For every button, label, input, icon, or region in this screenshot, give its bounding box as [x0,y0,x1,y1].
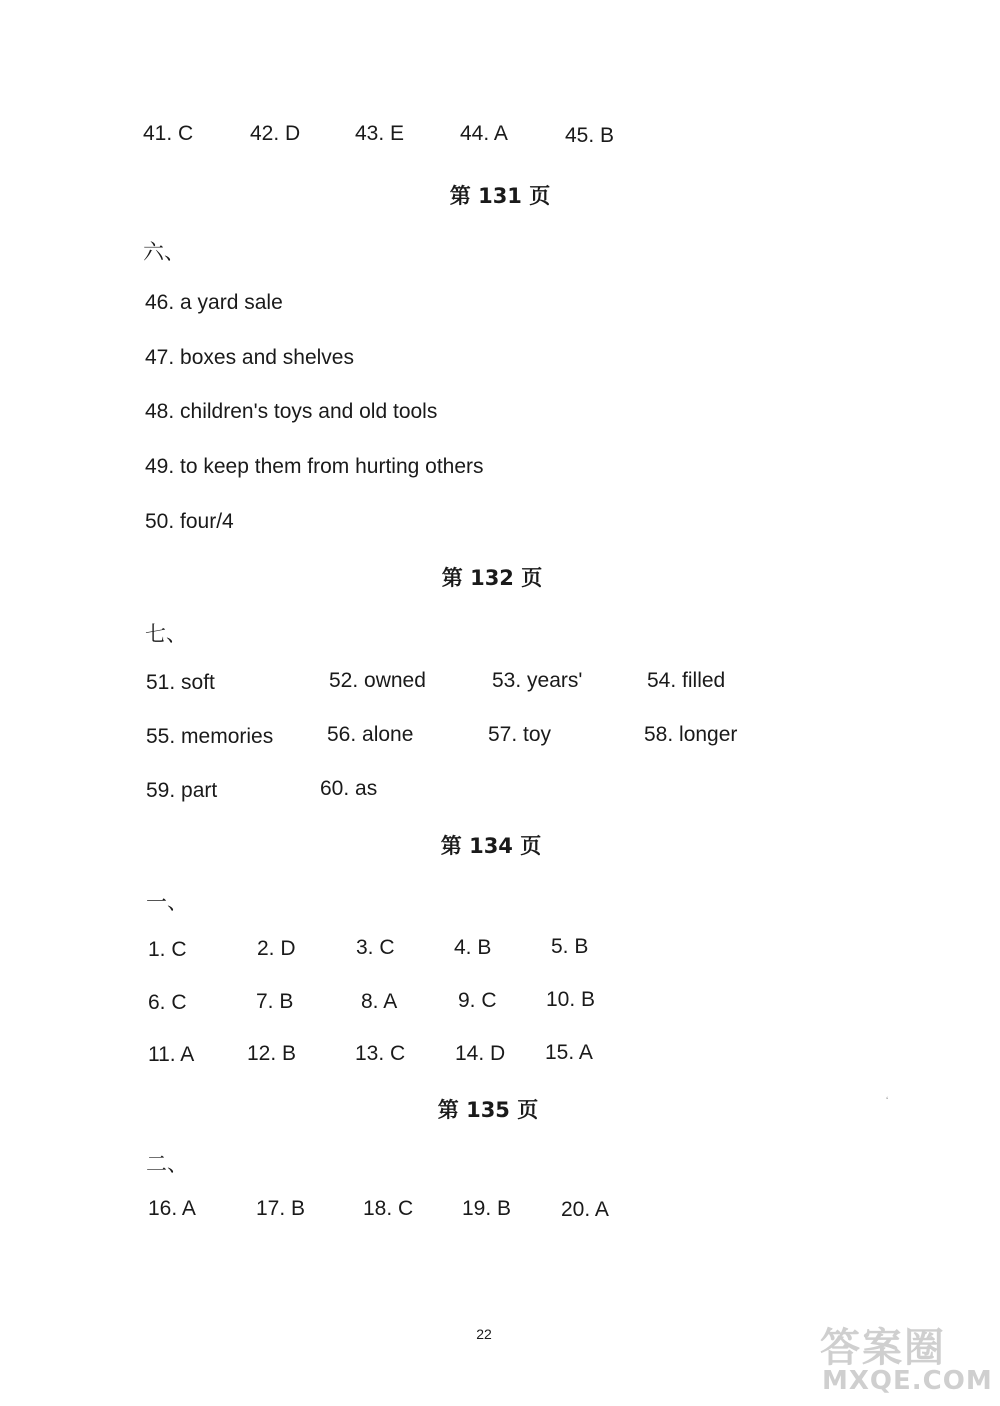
answer-51: 51. soft [146,671,215,694]
answer-56: 56. alone [327,723,414,746]
answer-10: 10. B [546,988,596,1011]
answer-42: 42. D [250,122,301,145]
answer-17: 17. B [256,1197,306,1220]
answer-58: 58. longer [644,723,738,746]
section-six: 六、 [143,240,185,264]
answer-48: 48. children's toys and old tools [145,400,438,423]
answer-18: 18. C [363,1197,414,1220]
answer-47: 47. boxes and shelves [145,346,354,369]
answer-6: 6. C [148,991,187,1014]
section-one: 一、 [146,890,188,914]
watermark-logo [818,1316,993,1400]
answer-55: 55. memories [146,725,274,748]
answer-8: 8. A [361,990,398,1013]
answer-44: 44. A [460,122,508,145]
answer-43: 43. E [355,122,405,145]
answer-20: 20. A [561,1198,609,1221]
answer-13: 13. C [355,1042,406,1065]
answer-11: 11. A [148,1043,195,1066]
answer-19: 19. B [462,1197,512,1220]
answer-53: 53. years' [492,669,583,692]
answer-60: 60. as [320,777,378,800]
answer-2: 2. D [257,937,296,960]
answer-57: 57. toy [488,723,552,746]
answer-3: 3. C [356,936,395,959]
section-two: 二、 [146,1152,188,1176]
answer-5: 5. B [551,935,589,958]
heading-page-132: 第 132 页 [441,566,543,590]
answer-1: 1. C [148,938,187,961]
scan-speck: ʻ [886,1096,889,1107]
heading-page-131: 第 131 页 [449,184,551,208]
answer-12: 12. B [247,1042,297,1065]
answer-9: 9. C [458,989,497,1012]
answer-54: 54. filled [647,669,726,692]
answer-14: 14. D [455,1042,506,1065]
page-number: 22 [476,1326,492,1342]
answer-7: 7. B [256,990,294,1013]
watermark-bottom-text: MXQE.COM [822,1366,993,1396]
answer-52: 52. owned [329,669,426,692]
watermark-top-text: 答案圈 [820,1325,946,1371]
answer-49: 49. to keep them from hurting others [145,455,484,478]
answer-16: 16. A [148,1197,196,1220]
answer-15: 15. A [545,1041,593,1064]
answer-41: 41. C [143,122,194,145]
heading-page-134: 第 134 页 [440,834,542,858]
answer-59: 59. part [146,779,218,802]
section-seven: 七、 [145,622,187,646]
answer-46: 46. a yard sale [145,291,283,314]
answer-50: 50. four/4 [145,510,234,533]
answer-4: 4. B [454,936,492,959]
heading-page-135: 第 135 页 [437,1098,539,1122]
answer-45: 45. B [565,124,615,147]
